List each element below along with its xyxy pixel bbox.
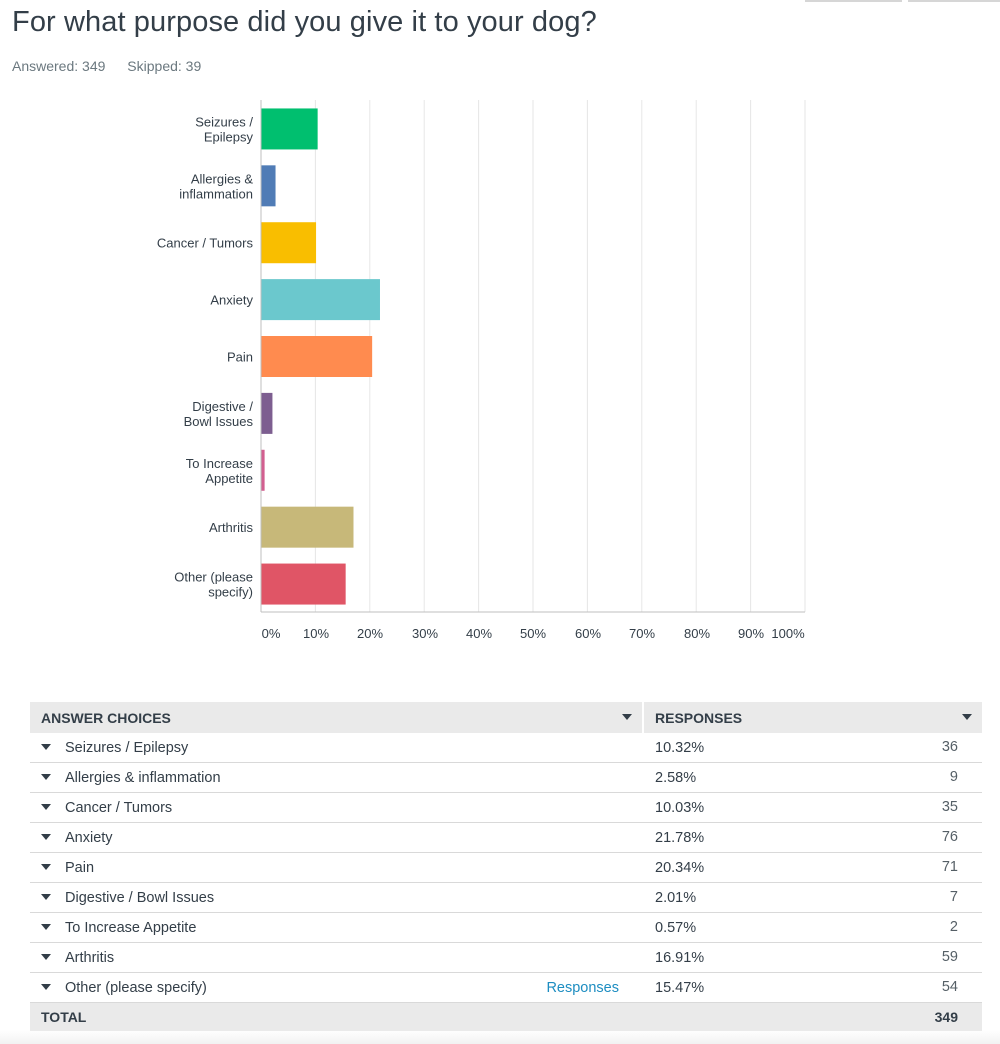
response-count: 35 xyxy=(941,799,958,815)
bar xyxy=(262,450,265,491)
category-label: Cancer / Tumors xyxy=(156,235,253,251)
answer-choice-cell xyxy=(30,793,643,823)
category-label: Bowl Issues xyxy=(183,413,253,429)
answer-choice-name: Arthritis xyxy=(65,949,115,966)
response-cell xyxy=(643,763,982,793)
category-label: specify) xyxy=(208,584,253,600)
answer-choice-cell xyxy=(30,853,643,883)
category-label: Allergies & xyxy=(190,171,253,187)
expand-caret-icon[interactable] xyxy=(41,834,51,840)
responses-link[interactable]: Responses xyxy=(546,980,619,996)
answer-choice-name: Anxiety xyxy=(65,829,113,846)
response-count: 36 xyxy=(941,739,958,755)
expand-caret-icon[interactable] xyxy=(41,864,51,870)
x-tick-label: 90% xyxy=(737,626,765,641)
response-percent: 2.01% xyxy=(655,890,697,906)
x-tick-label: 10% xyxy=(302,626,330,641)
table-row xyxy=(30,763,982,793)
x-tick-label: 70% xyxy=(628,626,656,641)
responses-header-label: RESPONSES xyxy=(655,709,743,726)
answer-choice-name: To Increase Appetite xyxy=(65,919,197,936)
response-count: 54 xyxy=(941,979,958,995)
expand-caret-icon[interactable] xyxy=(41,894,51,900)
answer-choice-cell xyxy=(30,973,643,1003)
category-label: inflammation xyxy=(179,186,253,202)
answered-count: Answered: 349 xyxy=(12,58,106,74)
response-cell xyxy=(643,793,982,823)
x-tick-label: 80% xyxy=(683,626,711,641)
response-count: 9 xyxy=(949,769,958,785)
answer-choice-name: Other (please specify) xyxy=(65,979,207,996)
category-label: Digestive / xyxy=(192,398,253,414)
answer-choice-cell xyxy=(30,883,643,913)
response-cell xyxy=(643,973,982,1003)
category-label: Other (please xyxy=(174,569,253,585)
total-label: TOTAL xyxy=(30,1003,643,1032)
category-label: Arthritis xyxy=(208,520,253,536)
response-cell xyxy=(643,913,982,943)
question-title: For what purpose did you give it to your dog? xyxy=(12,6,597,38)
table-row xyxy=(30,733,982,763)
answer-choice-cell xyxy=(30,823,643,853)
response-percent: 15.47% xyxy=(655,980,705,996)
response-count: 71 xyxy=(941,859,958,875)
bar xyxy=(262,393,273,434)
bar xyxy=(262,564,346,605)
response-percent: 2.58% xyxy=(655,770,697,786)
table-row xyxy=(30,973,982,1003)
response-percent: 10.03% xyxy=(655,800,705,816)
table-row xyxy=(30,943,982,973)
expand-caret-icon[interactable] xyxy=(41,774,51,780)
answer-choice-name: Pain xyxy=(65,859,95,876)
sort-caret-icon[interactable] xyxy=(622,714,632,720)
answer-choice-name: Digestive / Bowl Issues xyxy=(65,889,215,906)
expand-caret-icon[interactable] xyxy=(41,804,51,810)
answer-choice-name: Seizures / Epilepsy xyxy=(65,739,189,756)
x-tick-label: 0% xyxy=(261,626,281,641)
response-count: 7 xyxy=(949,889,958,905)
expand-caret-icon[interactable] xyxy=(41,954,51,960)
expand-caret-icon[interactable] xyxy=(41,744,51,750)
x-tick-label: 30% xyxy=(411,626,439,641)
category-label: Epilepsy xyxy=(203,129,253,145)
response-cell xyxy=(643,733,982,763)
responses-header[interactable] xyxy=(643,702,982,733)
bar xyxy=(262,279,380,320)
x-tick-label: 50% xyxy=(519,626,547,641)
category-label: Pain xyxy=(226,349,253,365)
sort-caret-icon[interactable] xyxy=(962,714,972,720)
x-tick-label: 100% xyxy=(771,626,805,641)
skipped-count: Skipped: 39 xyxy=(127,58,202,74)
x-tick-label: 40% xyxy=(465,626,493,641)
answer-choice-cell xyxy=(30,913,643,943)
bar xyxy=(262,222,317,263)
category-label: Appetite xyxy=(205,470,253,486)
answer-choice-cell xyxy=(30,943,643,973)
answer-table xyxy=(30,702,982,1031)
bar xyxy=(262,336,373,377)
x-tick-label: 60% xyxy=(574,626,602,641)
bar xyxy=(262,165,276,206)
response-percent: 20.34% xyxy=(655,860,705,876)
response-percent: 0.57% xyxy=(655,920,697,936)
bar xyxy=(262,507,354,548)
response-count: 59 xyxy=(941,949,958,965)
category-label: Anxiety xyxy=(210,292,253,308)
table-row xyxy=(30,793,982,823)
table-row xyxy=(30,853,982,883)
x-tick-label: 20% xyxy=(356,626,384,641)
answer-choice-cell xyxy=(30,763,643,793)
category-label: To Increase xyxy=(185,455,253,471)
total-row xyxy=(30,1003,982,1032)
table-row xyxy=(30,883,982,913)
response-cell xyxy=(643,943,982,973)
table-row xyxy=(30,913,982,943)
bottom-fade xyxy=(0,1030,1000,1044)
response-percent: 10.32% xyxy=(655,740,705,756)
response-percent: 16.91% xyxy=(655,950,705,966)
category-label: Seizures / xyxy=(195,114,253,130)
response-count: 2 xyxy=(949,919,958,935)
total-count: 349 xyxy=(643,1003,982,1032)
bar xyxy=(262,108,318,149)
answer-choice-name: Allergies & inflammation xyxy=(65,769,221,786)
table-row xyxy=(30,823,982,853)
response-cell xyxy=(643,883,982,913)
answer-choice-name: Cancer / Tumors xyxy=(65,799,173,816)
response-cell xyxy=(643,823,982,853)
response-count: 76 xyxy=(941,829,958,845)
response-percent: 21.78% xyxy=(655,830,705,846)
answer-choices-header-label: ANSWER CHOICES xyxy=(41,709,171,726)
expand-caret-icon[interactable] xyxy=(41,924,51,930)
answer-choices-header[interactable] xyxy=(30,702,643,733)
response-cell xyxy=(643,853,982,883)
answer-choice-cell xyxy=(30,733,643,763)
expand-caret-icon[interactable] xyxy=(41,984,51,990)
